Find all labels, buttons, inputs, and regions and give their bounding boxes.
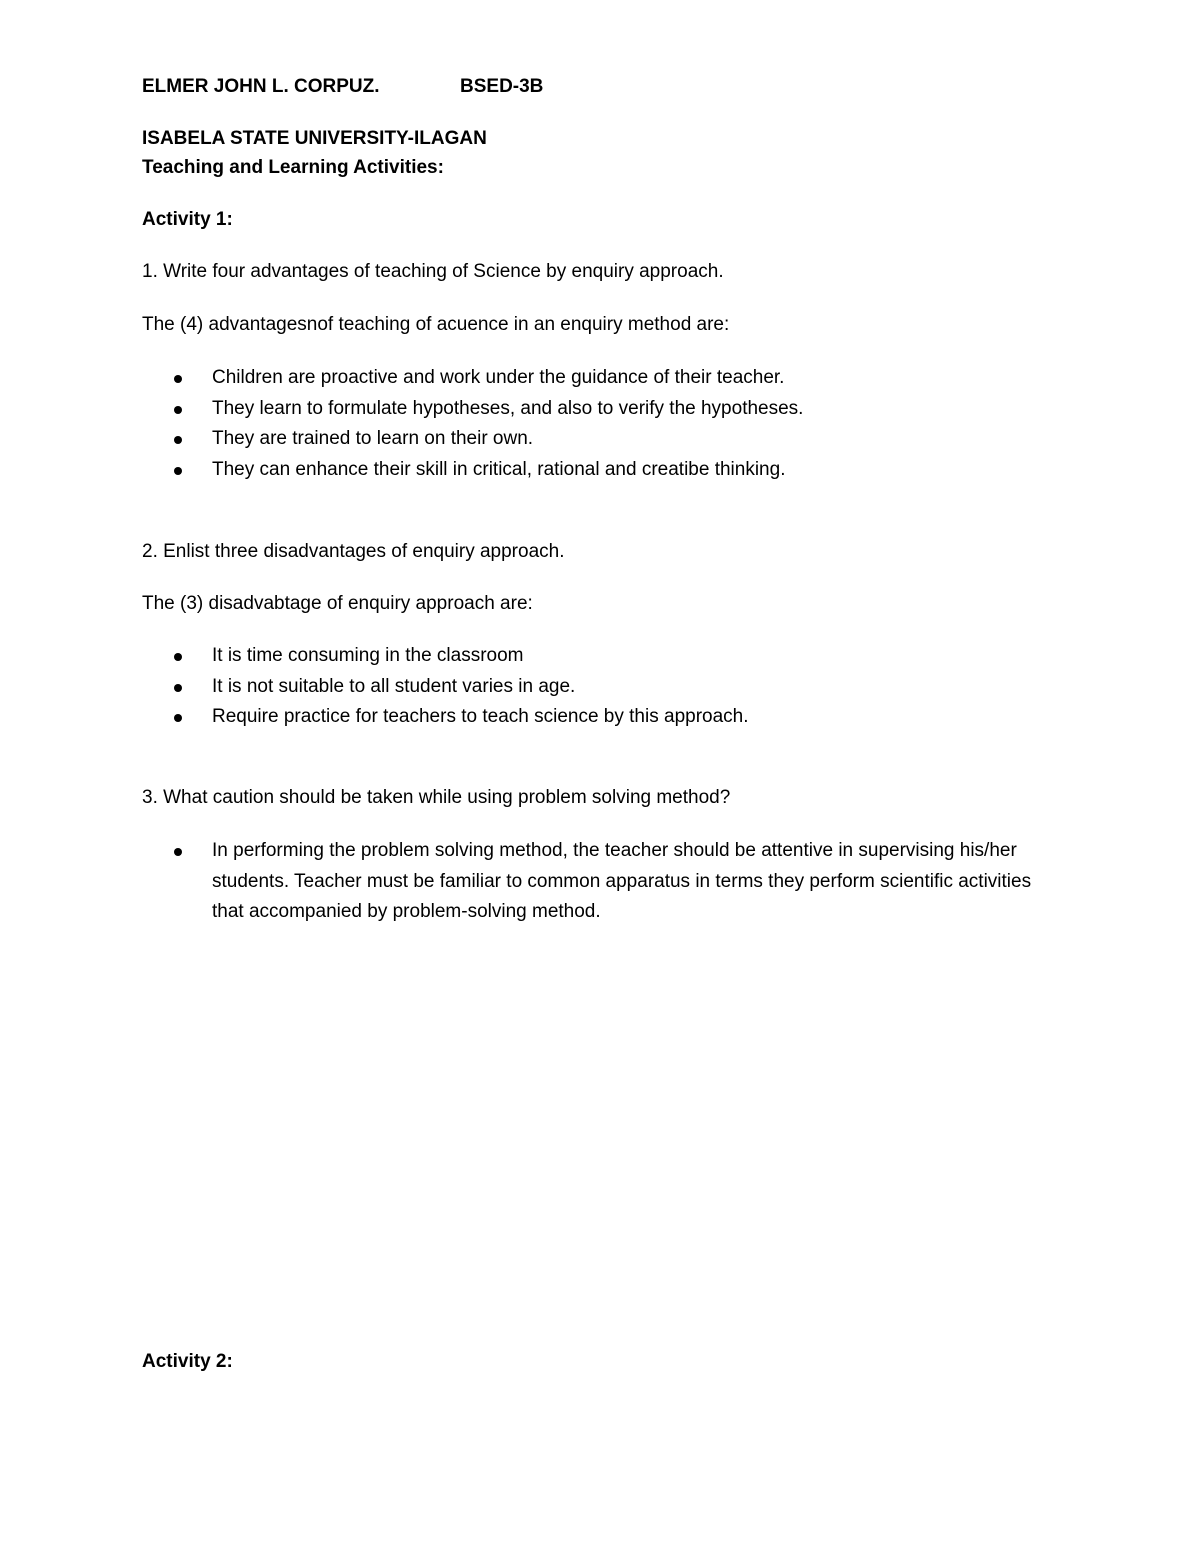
activity-1-title: Activity 1: xyxy=(142,209,233,230)
list-item: They learn to formulate hypotheses, and also to verify the hypotheses. xyxy=(142,394,803,425)
bullet-icon xyxy=(174,653,182,661)
list-item: Require practice for teachers to teach science by this approach. xyxy=(142,702,749,733)
list-item: It is time consuming in the classroom xyxy=(142,641,749,672)
activity-2-title: Activity 2: xyxy=(142,1351,233,1372)
question-2: 2. Enlist three disadvantages of enquiry approach. xyxy=(142,541,565,562)
list-item: They are trained to learn on their own. xyxy=(142,424,803,455)
document-subtitle: Teaching and Learning Activities: xyxy=(142,157,444,178)
disadvantages-list xyxy=(142,641,749,733)
advantages-list xyxy=(142,363,803,485)
bullet-icon xyxy=(174,467,182,475)
bullet-icon xyxy=(174,436,182,444)
question-3: 3. What caution should be taken while using problem solving method? xyxy=(142,787,731,808)
list-item: Children are proactive and work under the guidance of their teacher. xyxy=(142,363,803,394)
bullet-icon xyxy=(174,406,182,414)
bullet-icon xyxy=(174,848,182,856)
bullet-icon xyxy=(174,375,182,383)
question-2-intro: The (3) disadvabtage of enquiry approach are: xyxy=(142,593,533,614)
school-name: ISABELA STATE UNIVERSITY-ILAGAN xyxy=(142,128,487,149)
list-item: They can enhance their skill in critical, rational and creatibe thinking. xyxy=(142,455,803,486)
student-name: ELMER JOHN L. CORPUZ. xyxy=(142,76,380,97)
caution-list xyxy=(142,836,1042,928)
list-item: It is not suitable to all student varies in age. xyxy=(142,672,749,703)
student-section: BSED-3B xyxy=(460,76,544,97)
bullet-icon xyxy=(174,714,182,722)
bullet-icon xyxy=(174,684,182,692)
list-item: In performing the problem solving method, the teacher should be attentive in supervising his/her students. Teacher must be familiar to common apparatus in terms they perform scientific activities that accompanied by problem-solving method. xyxy=(142,836,1042,928)
question-1: 1. Write four advantages of teaching of Science by enquiry approach. xyxy=(142,261,724,282)
question-1-intro: The (4) advantagesnof teaching of acuence in an enquiry method are: xyxy=(142,314,730,335)
